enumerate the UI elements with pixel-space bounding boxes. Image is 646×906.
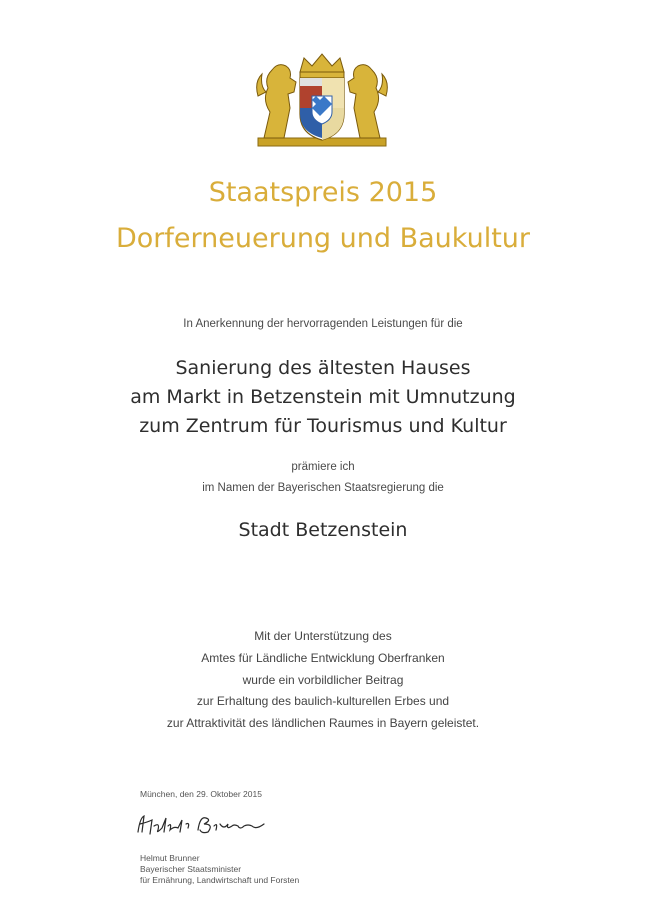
project-line: am Markt in Betzenstein mit Umnutzung [130, 386, 516, 408]
signatory-ministry: für Ernährung, Landwirtschaft und Forsten [140, 875, 300, 885]
support-line: Mit der Unterstützung des [254, 629, 392, 643]
support-line: wurde ein vorbildlicher Beitrag [242, 673, 404, 687]
support-line: Amtes für Ländliche Entwicklung Oberfranken [201, 651, 445, 665]
handwritten-signature-icon [134, 812, 269, 838]
award-phrase-line: prämiere ich [291, 461, 355, 473]
support-line: zur Attraktivität des ländlichen Raumes in Bayern geleistet. [166, 716, 480, 730]
intro-text: In Anerkennung der hervorragenden Leistungen für die [183, 318, 463, 330]
award-phrase-line: im Namen der Bayerischen Staatsregierung die [202, 482, 444, 494]
project-line: Sanierung des ältesten Hauses [175, 357, 471, 379]
support-line: zur Erhaltung des baulich-kulturellen Erbes und [196, 694, 450, 708]
recipient-name: Stadt Betzenstein [238, 519, 408, 541]
place-date: München, den 29. Oktober 2015 [140, 789, 262, 799]
signatory-name: Helmut Brunner [140, 853, 200, 863]
project-line: zum Zentrum für Tourismus und Kultur [139, 415, 507, 437]
certificate-title-line1: Staatspreis 2015 [208, 177, 438, 208]
certificate-title-line2: Dorferneuerung und Baukultur [116, 223, 530, 254]
bavarian-coat-of-arms-icon [250, 52, 394, 148]
signatory-role: Bayerischer Staatsminister [140, 864, 242, 874]
